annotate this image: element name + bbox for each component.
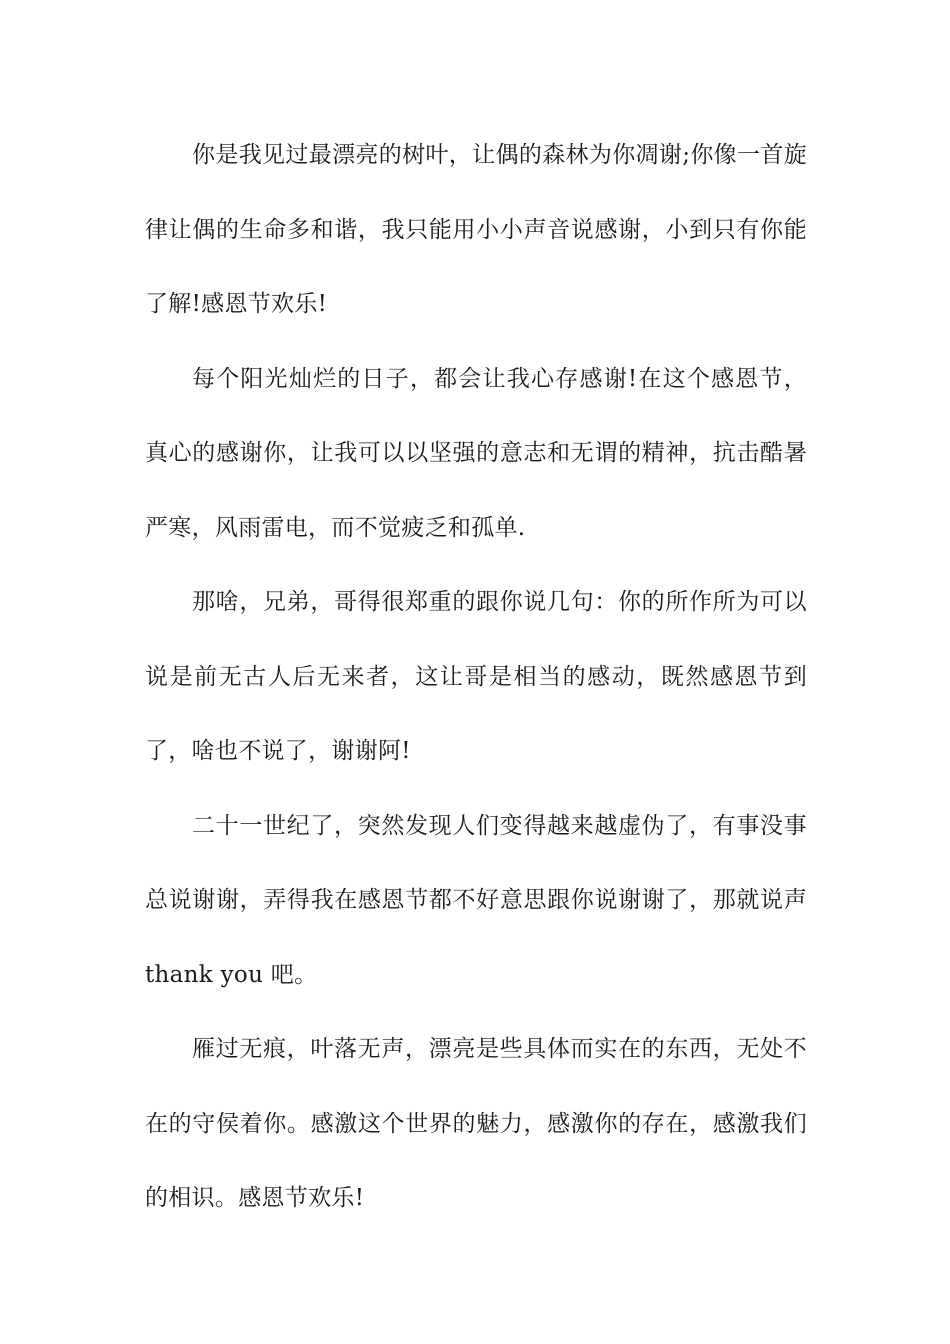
paragraph-1: 你是我见过最漂亮的树叶，让偶的森林为你凋谢;你像一首旋律让偶的生命多和谐，我只能用小小声音说感谢，小到只有你能了解!感恩节欢乐! xyxy=(145,142,807,317)
paragraph-2: 每个阳光灿烂的日子，都会让我心存感谢!在这个感恩节，真心的感谢你，让我可以以坚强的意志和无谓的精神，抗击酷暑严寒，风雨雷电，而不觉疲乏和孤单. xyxy=(145,365,807,541)
document-body xyxy=(145,118,807,1236)
paragraph-5: 雁过无痕，叶落无声，漂亮是些具体而实在的东西，无处不在的守侯着你。感激这个世界的魅力，感激你的存在，感激我们的相识。感恩节欢乐! xyxy=(145,1036,807,1211)
paragraph-4: 二十一世纪了，突然发现人们变得越来越虚伪了，有事没事总说谢谢，弄得我在感恩节都不好意思跟你说谢谢了，那就说声 thank you 吧。 xyxy=(145,812,807,988)
paragraph-3: 那啥，兄弟，哥得很郑重的跟你说几句：你的所作所为可以说是前无古人后无来者，这让哥是相当的感动，既然感恩节到了，啥也不说了，谢谢阿! xyxy=(145,589,807,764)
